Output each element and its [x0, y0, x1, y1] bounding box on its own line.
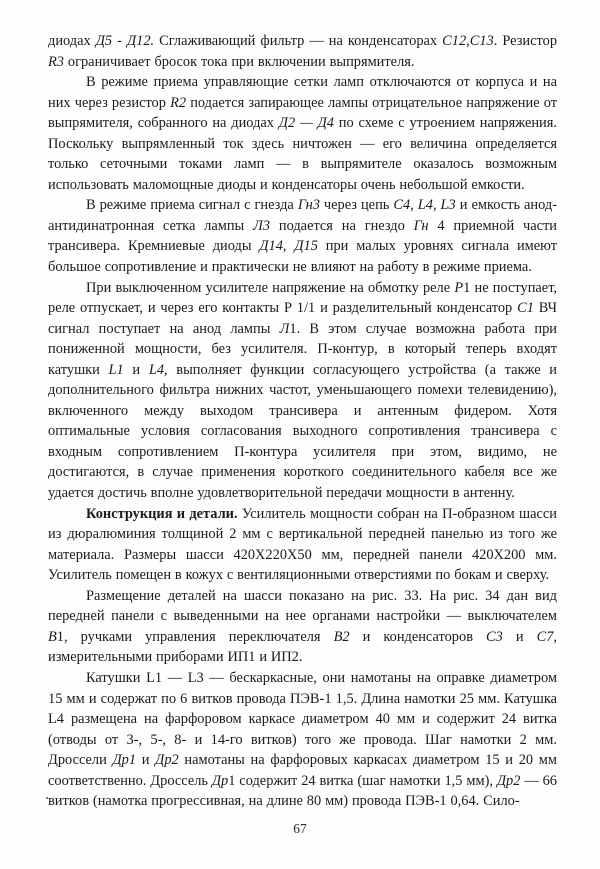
text-run: 1, ручками управления переключателя [56, 628, 334, 645]
text-run: подается запирающее лампы отрицательное напряжение от выпрямителя, собранного на диодах [48, 94, 558, 132]
text-run: измерительными приборами ИП1 и ИП2. [48, 649, 303, 666]
text-run: ВЧ сигнал поступает на анод лампы [48, 300, 557, 337]
text-run: Др2 [496, 772, 521, 789]
body-text-column [48, 31, 557, 812]
text-run: Размещение деталей на шасси показано на рис. 33. На рис. 34 дан вид передней панели с выведенными на нее органами настройки — выключателем [48, 587, 557, 625]
text-run: R2 [170, 94, 187, 111]
text-run: — 66 витков (намотка прогрессивная, на длине 80 мм) провода ПЭВ-1 0,64. Сило- [48, 772, 557, 810]
paragraph-6 [48, 586, 557, 668]
text-run: C3 [486, 628, 503, 645]
text-run: C7, [536, 628, 558, 645]
text-run: Конструкция и детали. [86, 505, 238, 522]
text-run: и [136, 752, 156, 769]
paragraph-1 [48, 31, 557, 72]
text-run: Л3 [253, 217, 271, 234]
text-run: ограничивает бросок тока при включении выпрямителя. [64, 53, 415, 70]
text-run: B2 [333, 628, 350, 645]
text-run: Гн [413, 217, 429, 234]
text-run: Д2 — Д4 [278, 115, 334, 132]
paragraph-2 [48, 72, 557, 195]
text-run: Д14, Д15 [259, 238, 318, 255]
text-run: 1 не поступает, реле отпускает, и через его контакты Р 1/1 и разделительный конденсатор [48, 279, 557, 317]
text-run: B [48, 628, 57, 645]
text-run: выполняет функции согласующего устройства (а также и дополнительного фильтра нижних частот, уменьшающего помехи телевидению), включенного между выходом трансивера и антенным фидером. Хотя оптимальные условия согласования выходного сопротивления трансивера с входным сопротивлением П-контура усилителя при этом, видимо, не достигаются, в случае применения короткого соединительного кабеля все же удается достичь вполне удовлетворительной передачи мощности в антенну. [48, 361, 557, 502]
text-run: Гн3 [297, 197, 320, 214]
text-run: R3 [48, 53, 64, 70]
text-run: диодах [48, 33, 96, 49]
paragraph-5 [48, 504, 557, 586]
text-run: подается на гнездо [270, 217, 414, 234]
text-run: Др2 [155, 752, 179, 769]
paragraph-3 [48, 195, 557, 277]
text-run: При выключенном усилителе напряжение на обмотку реле [86, 279, 455, 296]
text-run: и конденсаторов [349, 628, 487, 645]
text-run: L4, [148, 361, 168, 378]
text-run: 4 приемной части трансивера. Кремниевые диоды [48, 217, 558, 255]
paragraph-7 [48, 668, 557, 812]
text-run: C12,C13 [442, 33, 494, 49]
text-run: Л [279, 320, 290, 337]
text-run: C1 [517, 300, 534, 317]
text-run: намотаны на фарфоровых каркасах диаметром 15 и 20 мм соответственно. Дроссель [48, 752, 557, 789]
text-run: C4, L4, L3 [393, 197, 456, 214]
text-run: через цепь [319, 197, 394, 214]
scan-speck-artifact [46, 797, 48, 799]
paragraph-4 [48, 278, 557, 504]
text-run: 1 содержит 24 витка (шаг намотки 1,5 мм), [228, 772, 497, 789]
text-run: P [454, 279, 464, 296]
text-run: по схеме с утроением напряжения. Поскольку выпрямленный ток здесь ничтожен — его величина определяется только сеточными токами ламп — в выпрямителе оказалось возможным использовать маломощные диоды и конденсаторы очень небольшой емкости. [48, 115, 557, 193]
text-run: Усилитель мощности собран на П-образном шасси из дюралюминия толщиной 2 мм с вертикальной передней панелью из того же материала. Размеры шасси 420Х220Х50 мм, передней панели 420Х200 мм. Усилитель помещен в кожух с вентиляционными отверстиями по бокам и сверху. [48, 505, 557, 584]
text-run: при малых уровнях сигнала имеют большое сопротивление и практически не влияют на работу в режиме приема. [48, 238, 558, 276]
text-run: Д5 - Д12. [95, 33, 155, 49]
text-run: 1. В этом случае возможна работа при пониженной мощности, без усилителя. П-контур, в который теперь входят катушки [48, 320, 557, 378]
text-run: и [502, 628, 537, 645]
text-run: Сглаживающий фильтр — на конденсаторах [154, 33, 443, 49]
text-run: Др [211, 772, 229, 789]
text-run: В режиме приема управляющие сетки ламп отключаются от корпуса и на них через резистор [48, 74, 557, 111]
text-run: Др1 [112, 752, 137, 769]
text-run: L1 [108, 361, 124, 378]
text-run: и [123, 361, 149, 378]
text-run: и емкость анод-антидинатронная сетка лампы [48, 197, 557, 234]
page-number: 67 [293, 821, 307, 836]
text-run: Катушки L1 — L3 — бескаркасные, они намотаны на оправке диаметром 15 мм и содержат по 6 витков провода ПЭВ-1 1,5. Длина намотки 25 мм. Катушка L4 размещена на фарфоровом каркасе диаметром 40 мм и содержит 24 витка (отводы от 3-, 5-, 8- и 14-го витков) того же провода. Шаг намотки 2 мм. Дроссели [48, 669, 557, 769]
text-run: . Резистор [493, 33, 558, 49]
text-run: В режиме приема сигнал с гнезда [86, 197, 298, 214]
